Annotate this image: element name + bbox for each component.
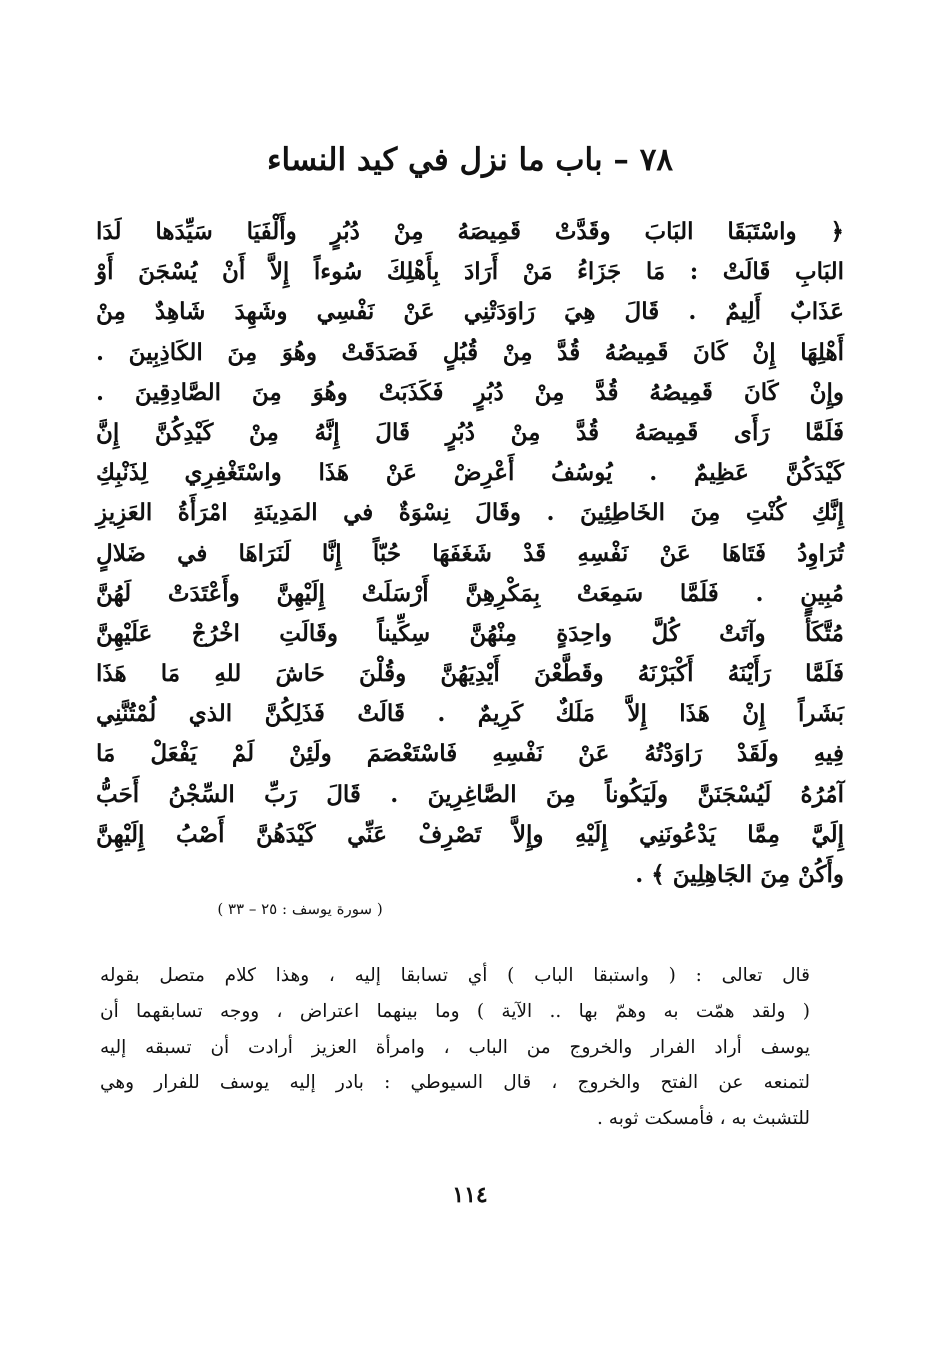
page-number: ١١٤: [452, 1182, 488, 1208]
verse-line: كَيْدَكُنَّ عَظِيمٌ . يُوسُفُ أَعْرِضْ عَنْ هَذَا واسْتَغْفِرِي لِذَنْبِكِ: [96, 459, 844, 487]
commentary-line-last: للتشبث به ، فأمسكت ثوبه .: [597, 1108, 810, 1130]
verse-line: البَابِ قَالَتْ : مَا جَزَاءُ مَنْ أَرَادَ بِأَهْلِكَ سُوءاً إِلاَّ أَنْ يُسْجَنَ أَوْ: [96, 258, 844, 286]
verse-line-last: وأَكُنْ مِنَ الجَاهِلِينَ ﴾ .: [635, 861, 844, 888]
chapter-title: ٧٨ – باب ما نزل في كيد النساء: [266, 142, 674, 178]
commentary-block: [100, 958, 810, 1137]
verse-line: بَشَراً إِنْ هَذَا إِلاَّ مَلَكٌ كَرِيمٌ . قَالَتْ فَذَلِكُنَّ الذي لُمْتُنَّنِي: [96, 700, 844, 728]
verse-line: إِلَيَّ مِمَّا يَدْعُونَنِي إِلَيْهِ وإِلاَّ تَصْرِفْ عَنِّي كَيْدَهُنَّ أَصْبُ إِلَيْهِنَّ: [96, 820, 844, 848]
verse-line: فَلَمَّا رَأَى قَمِيصَهُ قُدَّ مِنْ دُبُرٍ قَالَ إِنَّهُ مِنْ كَيْدِكُنَّ إِنَّ: [96, 418, 844, 446]
verse-line: تُرَاوِدُ فَتَاهَا عَنْ نَفْسِهِ قَدْ شَغَفَهَا حُبّاً إِنَّا لَنَرَاهَا في ضَلالٍ: [96, 539, 844, 567]
verse-line: آمُرُهُ لَيُسْجَنَنَّ ولَيَكُوناً مِنَ الصَّاغِرِينَ . قَالَ رَبِّ السِّجْنُ أَحَبُّ: [96, 780, 844, 808]
surah-citation: ( سورة يوسف : ٢٥ – ٣٣ ): [217, 900, 383, 918]
verse-line: ﴿ واسْتَبَقَا البَابَ وقَدَّتْ قَمِيصَهُ مِنْ دُبُرٍ وأَلْفَيَا سَيِّدَها لَدَا: [96, 218, 844, 245]
verse-line: وإِنْ كَانَ قَمِيصُهُ قُدَّ مِنْ دُبُرٍ فَكَذَبَتْ وهُوَ مِنَ الصَّادِقِينَ .: [96, 378, 844, 406]
verse-line: إِنَّكِ كُنْتِ مِنَ الخَاطِئِينَ . وقَالَ نِسْوَةٌ في المَدِينَةِ امْرَأَةُ العَزِيزِ: [96, 499, 844, 527]
verse-line: فِيهِ ولَقَدْ رَاوَدْتُهُ عَنْ نَفْسِهِ فَاسْتَعْصَمَ ولَئِنْ لَمْ يَفْعَلْ مَا: [96, 740, 844, 768]
verse-line: أَهْلِهَا إِنْ كَانَ قَمِيصُهُ قُدَّ مِنْ قُبُلٍ فَصَدَقَتْ وهُوَ مِنَ الكَاذِبِينَ .: [96, 338, 844, 366]
verse-line: مُبِينٍ . فَلَمَّا سَمِعَتْ بِمَكْرِهِنَّ أَرْسَلَتْ إِلَيْهِنَّ وأَعْتَدَتْ لَهُنَّ: [96, 579, 844, 607]
verse-line: عَذَابٌ أَلِيمٌ . قَالَ هِيَ رَاوَدَتْنِي عَنْ نَفْسِي وشَهِدَ شَاهِدٌ مِنْ: [96, 298, 844, 326]
quran-verse-block: [96, 212, 844, 895]
verse-line: مُتَّكَأً وآتَتْ كُلَّ واحِدَةٍ مِنْهُنَّ سِكِّيناً وقَالَتِ اخْرُجْ عَلَيْهِنَّ: [96, 619, 844, 647]
commentary-line: يوسف أراد الفرار والخروج من الباب ، وامرأة العزيز أرادت أن تسبقه إليه: [100, 1036, 810, 1058]
commentary-line: لتمنعه عن الفتح والخروج ، قال السيوطي : بادر إليه يوسف للفرار وهي: [100, 1072, 810, 1094]
verse-line: فَلَمَّا رَأَيْنَهُ أَكْبَرْنَهُ وقَطَّعْنَ أَيْدِيَهُنَّ وقُلْنَ حَاشَ للهِ مَا هَذَا: [96, 660, 844, 688]
commentary-line: قال تعالى : ( واستبقا الباب ) أي تسابقا إليه ، وهذا كلام متصل بقوله: [100, 965, 810, 986]
commentary-line: ( ولقد همّت به وهمّ بها .. الآية ) وما بينهما اعتراض ، ووجه تسابقهما أن: [100, 1000, 810, 1022]
